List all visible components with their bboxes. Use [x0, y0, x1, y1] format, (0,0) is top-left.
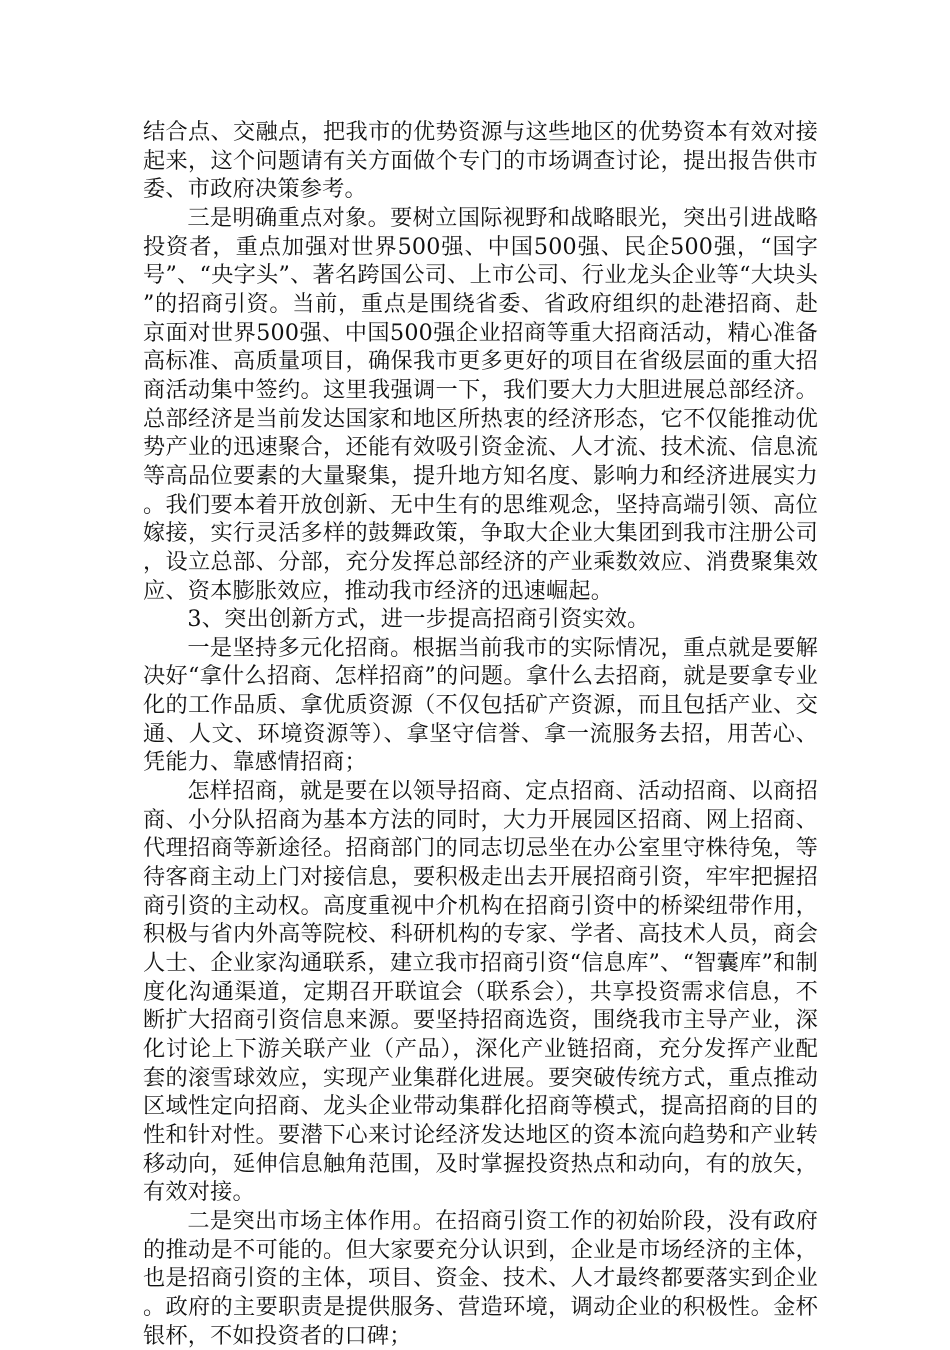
paragraph-3: 3、突出创新方式，进一步提高招商引资实效。 [187, 606, 650, 633]
document-body [143, 118, 818, 1350]
paragraph-4: 一是坚持多元化招商。根据当前我市的实际情况，重点就是要解决好“拿什么招商、怎样招商”的问题。拿什么去招商，就是要拿专业化的工作品质、拿优质资源（不仅包括矿产资源，而且包括产业、交通、人文、环境资源等）、拿坚守信誉、拿一流服务去招，用苦心、凭能力、靠感情招商； [143, 634, 818, 776]
paragraph-5: 怎样招商，就是要在以领导招商、定点招商、活动招商、以商招商、小分队招商为基本方法的同时，大力开展园区招商、网上招商、代理招商等新途径。招商部门的同志切忌坐在办公室里守株待兔，等待客商主动上门对接信息，要积极走出去开展招商引资，牢牢把握招商引资的主动权。高度重视中介机构在招商引资中的桥梁纽带作用，积极与省内外高等院校、科研机构的专家、学者、高技术人员，商会人士、企业家沟通联系，建立我市招商引资“信息库”、“智囊库”和制度化沟通渠道，定期召开联谊会（联系会），共享投资需求信息，不断扩大招商引资信息来源。要坚持招商选资，围绕我市主导产业，深化讨论上下游关联产业（产品），深化产业链招商，充分发挥产业配套的滚雪球效应，实现产业集群化进展。要突破传统方式，重点推动区域性定向招商、龙头企业带动集群化招商等模式，提高招商的目的性和针对性。要潜下心来讨论经济发达地区的资本流向趋势和产业转移动向，延伸信息触角范围，及时掌握投资热点和动向，有的放矢，有效对接。 [143, 778, 818, 1206]
paragraph-1: 结合点、交融点，把我市的优势资源与这些地区的优势资本有效对接起来，这个问题请有关方面做个专门的市场调查讨论，提出报告供市委、市政府决策参考。 [143, 119, 818, 203]
paragraph-2: 三是明确重点对象。要树立国际视野和战略眼光，突出引进战略投资者，重点加强对世界500强、中国500强、民企500强，“国字号”、“央字头”、著名跨国公司、上市公司、行业龙头企业等“大块头”的招商引资。当前，重点是围绕省委、省政府组织的赴港招商、赴京面对世界500强、中国500强企业招商等重大招商活动，精心准备高标准、高质量项目，确保我市更多更好的项目在省级层面的重大招商活动集中签约。这里我强调一下，我们要大力大胆进展总部经济。总部经济是当前发达国家和地区所热衷的经济形态，它不仅能推动优势产业的迅速聚合，还能有效吸引资金流、人才流、技术流、信息流等高品位要素的大量聚集，提升地方知名度、影响力和经济进展实力。我们要本着开放创新、无中生有的思维观念，坚持高端引领、高位嫁接，实行灵活多样的鼓舞政策，争取大企业大集团到我市注册公司，设立总部、分部，充分发挥总部经济的产业乘数效应、消费聚集效应、资本膨胀效应，推动我市经济的迅速崛起。 [143, 204, 818, 604]
paragraph-6: 二是突出市场主体作用。在招商引资工作的初始阶段，没有政府的推动是不可能的。但大家要充分认识到，企业是市场经济的主体，也是招商引资的主体，项目、资金、技术、人才最终都要落实到企业。政府的主要职责是提供服务、营造环境，调动企业的积极性。金杯银杯，不如投资者的口碑； [143, 1207, 818, 1349]
